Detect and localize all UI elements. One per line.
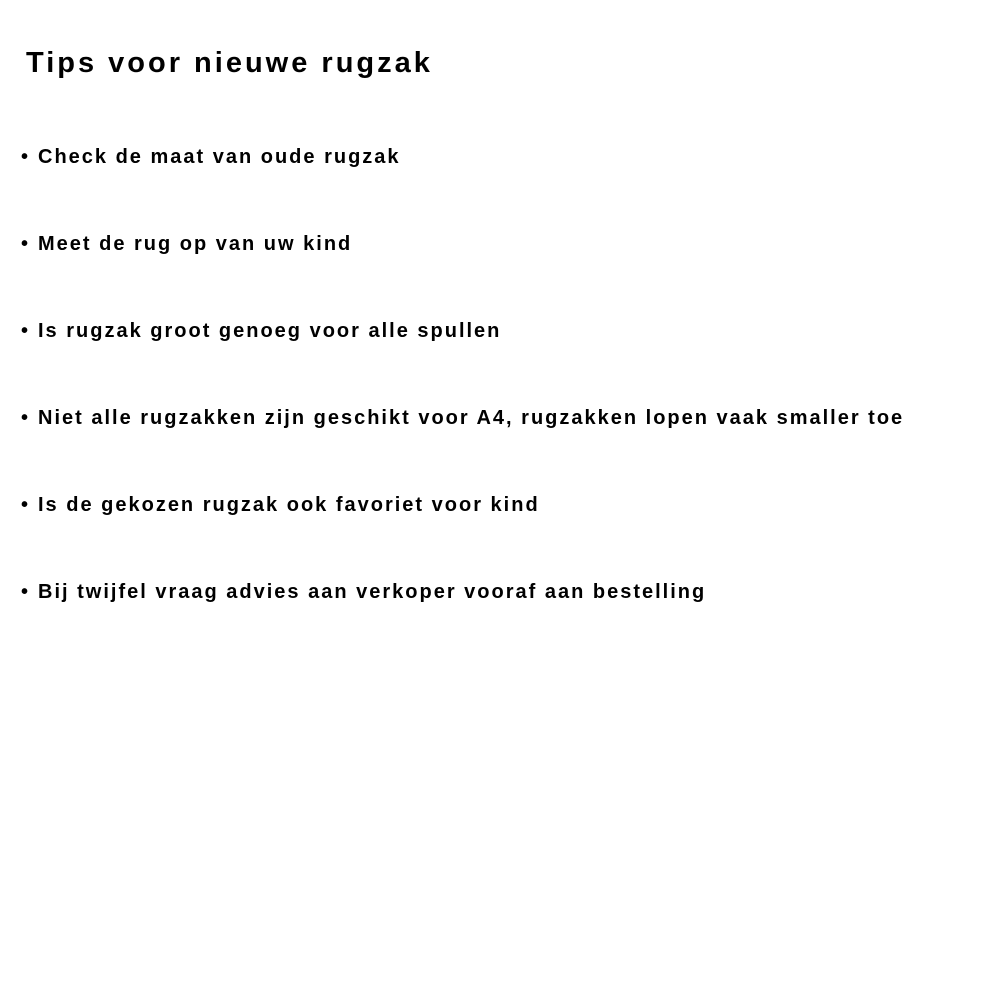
list-item	[21, 495, 904, 515]
bullet-icon: •	[21, 146, 29, 168]
list-item	[21, 582, 904, 602]
list-item	[21, 321, 904, 341]
list-item	[21, 147, 904, 167]
bullet-text: Is de gekozen rugzak ook favoriet voor kind	[38, 494, 540, 516]
list-item	[21, 234, 904, 254]
bullet-text: Niet alle rugzakken zijn geschikt voor A4, rugzakken lopen vaak smaller toe	[38, 407, 905, 429]
bullet-text: Meet de rug op van uw kind	[38, 233, 353, 255]
list-item	[21, 408, 904, 428]
bullet-text: Is rugzak groot genoeg voor alle spullen	[38, 320, 502, 342]
bullet-icon: •	[21, 581, 29, 603]
bullet-icon: •	[21, 494, 29, 516]
page-title: Tips voor nieuwe rugzak	[26, 47, 433, 79]
bullet-text: Bij twijfel vraag advies aan verkoper vooraf aan bestelling	[38, 581, 707, 603]
bullet-icon: •	[21, 233, 29, 255]
bullet-icon: •	[21, 407, 29, 429]
bullet-list	[21, 147, 904, 602]
bullet-text: Check de maat van oude rugzak	[38, 146, 401, 168]
bullet-icon: •	[21, 320, 29, 342]
